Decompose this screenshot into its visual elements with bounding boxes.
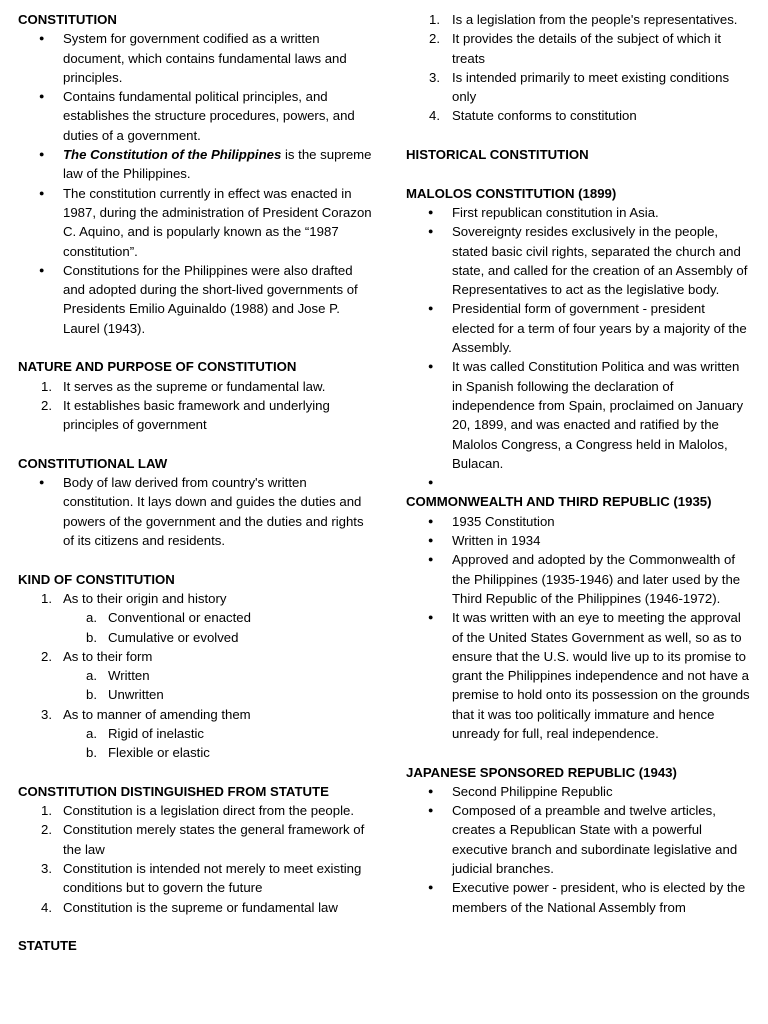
item-number: 2. — [429, 31, 440, 47]
list-item — [18, 705, 373, 724]
heading-statute: STATUTE — [18, 938, 77, 954]
list-item-text: It provides the details of the subject of which it treats — [452, 31, 722, 66]
heading-nature-purpose: NATURE AND PURPOSE OF CONSTITUTION — [18, 359, 297, 375]
heading-kind: KIND OF CONSTITUTION — [18, 571, 175, 587]
commonwealth-list — [406, 512, 751, 744]
item-letter: a. — [86, 610, 97, 626]
heading-constitution: CONSTITUTION — [18, 12, 117, 27]
list-item: ● Presidential form of government - president elected for a term of four years by a majority of the Assembly. — [406, 299, 751, 357]
sub-item-text: Flexible or elastic — [108, 745, 210, 761]
japanese-list — [406, 782, 751, 917]
item-number: 1. — [41, 803, 52, 819]
list-item: ● Contains fundamental political principles, and establishes the structure procedures, powers, and duties of a government. — [18, 87, 373, 145]
section-japanese — [406, 763, 751, 917]
sub-item — [18, 608, 373, 627]
section-commonwealth — [406, 492, 751, 743]
list-item-text: As to manner of amending them — [63, 706, 251, 722]
law-list — [18, 473, 373, 550]
list-item: ● Written in 1934 — [406, 531, 751, 550]
list-item — [406, 29, 751, 68]
item-number: 3. — [41, 706, 52, 722]
sub-item-text: Written — [108, 668, 150, 684]
section-malolos — [406, 184, 751, 493]
list-item-text: Constitution merely states the general framework of the law — [63, 822, 365, 857]
list-item-text: Statute conforms to constitution — [452, 108, 637, 124]
section-distinguished — [18, 782, 373, 917]
list-item: ● Executive power - president, who is elected by the members of the National Assembly from — [406, 878, 751, 917]
list-item: ● Body of law derived from country's written constitution. It lays down and guides the duties and powers of the government and the duties and rights of its citizens and residents. — [18, 473, 373, 550]
item-number: 4. — [429, 108, 440, 124]
kind-sublist — [18, 608, 373, 647]
list-item — [406, 10, 751, 29]
list-item: ● It was called Constitution Politica and was written in Spanish following the declaration of independence from Spain, proclaimed on January 20, 1899, and was enacted and ratified by the Malolos Congress, a Congress held in Malolos, Bulacan. — [406, 357, 751, 473]
section-nature-purpose — [18, 357, 373, 434]
section-constitution — [18, 10, 373, 338]
heading-constitutional-law: CONSTITUTIONAL LAW — [18, 455, 168, 471]
item-number: 2. — [41, 822, 52, 838]
distinguished-list — [18, 801, 373, 917]
sub-item-text: Rigid of inelastic — [108, 725, 205, 741]
list-item — [18, 396, 373, 435]
kind-sublist — [18, 666, 373, 705]
sub-item-text: Cumulative or evolved — [108, 629, 239, 645]
heading-distinguished: CONSTITUTION DISTINGUISHED FROM STATUTE — [18, 783, 329, 799]
sub-item-text: Conventional or enacted — [108, 610, 251, 626]
list-item — [18, 377, 373, 396]
item-letter: a. — [86, 668, 97, 684]
list-item: ● System for government codified as a written document, which contains fundamental laws and principles. — [18, 29, 373, 87]
list-item — [18, 589, 373, 608]
item-number: 4. — [41, 899, 52, 915]
section-constitutional-law — [18, 454, 373, 550]
list-item-text: Is intended primarily to meet existing conditions only — [452, 69, 730, 105]
section-statute — [18, 936, 373, 955]
list-item — [406, 68, 751, 107]
list-item — [18, 859, 373, 898]
list-item-text: Constitution is a legislation direct from the people. — [63, 803, 355, 819]
list-item: ● 1935 Constitution — [406, 512, 751, 531]
item-letter: b. — [86, 687, 97, 703]
list-item: ● Approved and adopted by the Commonwealth of the Philippines (1935-1946) and later used by the Third Republic of the Philippines (1946-1972). — [406, 550, 751, 608]
kind-sublist — [18, 724, 373, 763]
nature-list — [18, 377, 373, 435]
list-item: ● Constitutions for the Philippines were also drafted and adopted during the short-lived governments of Presidents Emilio Aguinaldo (1988) and Jose P. Laurel (1943). — [18, 261, 373, 338]
list-item: ● Second Philippine Republic — [406, 782, 751, 801]
sub-item — [18, 628, 373, 647]
emphasis-text: The Constitution of the Philippines — [63, 147, 282, 163]
left-column — [18, 10, 373, 975]
list-item-text: As to their form — [63, 648, 153, 664]
list-item: ● Sovereignty resides exclusively in the people, stated basic civil rights, separated the church and state, and called for the creation of an Assembly of Representatives to act as the legislative body. — [406, 222, 751, 299]
sub-item — [18, 666, 373, 685]
list-item — [18, 145, 373, 184]
statute-list — [406, 10, 751, 126]
list-item: ● First republican constitution in Asia. — [406, 203, 751, 222]
kind-list — [18, 647, 373, 666]
item-number: 1. — [429, 12, 440, 27]
section-historical — [406, 145, 751, 164]
heading-commonwealth: COMMONWEALTH AND THIRD REPUBLIC (1935) — [406, 494, 712, 510]
kind-list — [18, 705, 373, 724]
heading-historical: HISTORICAL CONSTITUTION — [406, 147, 589, 163]
list-item — [18, 898, 373, 917]
item-letter: b. — [86, 745, 97, 761]
empty-list-item — [406, 473, 751, 492]
sub-item — [18, 685, 373, 704]
list-item-text: Constitution is intended not merely to meet existing conditions but to govern the future — [63, 861, 362, 896]
item-number: 1. — [41, 590, 52, 606]
heading-japanese: JAPANESE SPONSORED REPUBLIC (1943) — [406, 764, 677, 780]
sub-item-text: Unwritten — [108, 687, 164, 703]
list-item-text: As to their origin and history — [63, 590, 227, 606]
list-item: ● The constitution currently in effect was enacted in 1987, during the administration of President Corazon C. Aquino, and is popularly known as the “1987 constitution”. — [18, 184, 373, 261]
item-letter: a. — [86, 725, 97, 741]
item-number: 3. — [429, 69, 440, 85]
constitution-list — [18, 29, 373, 338]
sub-item — [18, 724, 373, 743]
item-number: 2. — [41, 648, 52, 664]
section-statute-continued — [406, 10, 751, 126]
right-column — [406, 10, 751, 936]
list-item: ● Composed of a preamble and twelve articles, creates a Republican State with a powerful executive branch and subordinate legislative and judicial branches. — [406, 801, 751, 878]
section-kind — [18, 570, 373, 763]
item-number: 1. — [41, 378, 52, 394]
list-item — [406, 106, 751, 125]
list-item — [18, 647, 373, 666]
list-item-text: Is a legislation from the people's representatives. — [452, 12, 738, 27]
list-item — [18, 801, 373, 820]
list-item-text: Constitution is the supreme or fundamental law — [63, 899, 338, 915]
list-item-text: is the supreme law of the Philippines. — [63, 147, 372, 182]
list-item: ● It was written with an eye to meeting the approval of the United States Government as well, so as to ensure that the U.S. would live up to its promise to grant the Philippines independence and not have a premise to hold onto its possession on the grounds that it was too politically immature and hence unready for full, real independence. — [406, 608, 751, 743]
heading-malolos: MALOLOS CONSTITUTION (1899) — [406, 185, 617, 201]
item-number: 3. — [41, 861, 52, 877]
item-letter: b. — [86, 629, 97, 645]
malolos-list — [406, 203, 751, 492]
sub-item — [18, 743, 373, 762]
item-number: 2. — [41, 397, 52, 413]
list-item-text: It establishes basic framework and underlying principles of government — [63, 397, 330, 433]
list-item-text: It serves as the supreme or fundamental law. — [63, 378, 326, 394]
kind-list — [18, 589, 373, 608]
list-item — [18, 820, 373, 859]
